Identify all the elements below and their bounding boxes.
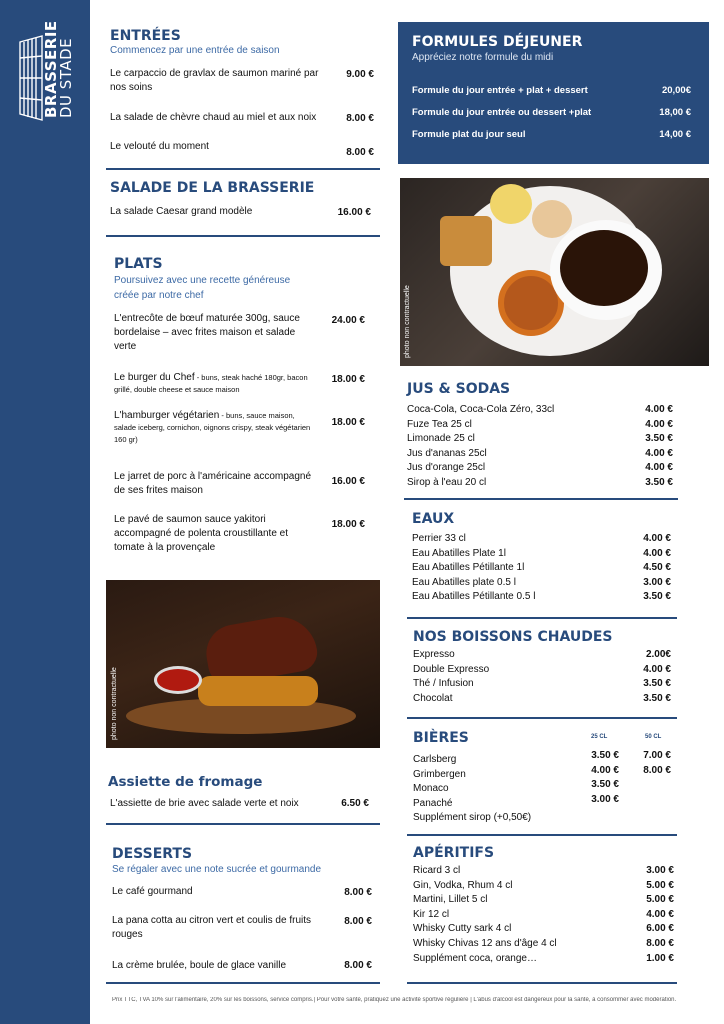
chaudes-item: Thé / Infusion: [413, 678, 474, 690]
bieres-col2: 50 CL: [645, 734, 662, 740]
desserts-title: DESSERTS: [112, 846, 193, 862]
desserts-subtitle: Se régaler avec une note sucrée et gourmande: [112, 864, 322, 875]
fromage-item: L'assiette de brie avec salade verte et noix: [110, 798, 299, 809]
entrees-price: 8.00 €: [346, 147, 374, 158]
jus-price: 4.00 €: [645, 462, 673, 474]
bieres-item: Carlsberg: [413, 754, 457, 765]
jus-item: Jus d'ananas 25cl: [407, 447, 487, 459]
chaudes-item: Chocolat: [413, 692, 453, 704]
plats-price: 18.00 €: [331, 519, 365, 530]
plats-item: Le jarret de porc à l'américaine accompagné de ses frites maison: [114, 471, 312, 496]
sidebar: [0, 0, 90, 1024]
formule-item: Formule du jour entrée + plat + dessert: [412, 85, 588, 96]
entrees-subtitle: Commencez par une entrée de saison: [110, 45, 280, 56]
formules-subtitle: Appréciez notre formule du midi: [412, 52, 554, 63]
jus-row: [407, 447, 673, 462]
salade-title: SALADE DE LA BRASSERIE: [110, 180, 315, 196]
jus-row: [407, 432, 673, 447]
potato-wedges: [198, 676, 318, 706]
plats-title: PLATS: [114, 256, 163, 272]
fromage-title: Assiette de fromage: [108, 774, 263, 790]
aperitifs-row: [413, 922, 674, 937]
jus-item: Fuze Tea 25 cl: [407, 418, 472, 430]
eaux-row: [412, 547, 671, 562]
plats-item: [114, 410, 314, 446]
jus-list: [407, 403, 673, 491]
aperitifs-row: [413, 908, 674, 923]
eaux-price: 4.00 €: [643, 547, 671, 559]
sauce-bowl: [154, 666, 202, 694]
eaux-item: Eau Abatilles Pétillante 1l: [412, 562, 525, 574]
entrees-item: Le velouté du moment: [110, 141, 209, 152]
divider: [106, 982, 380, 984]
eaux-row: [412, 576, 671, 591]
eaux-item: Eau Abatilles plate 0.5 l: [412, 576, 516, 588]
jus-item: Limonade 25 cl: [407, 433, 475, 445]
salade-price: 16.00 €: [337, 207, 371, 218]
bieres-row: [413, 807, 673, 822]
bieres-item: Monaco: [413, 783, 449, 795]
aperitifs-item: Whisky Chivas 12 ans d'âge 4 cl: [413, 937, 557, 949]
salade-item: La salade Caesar grand modèle: [110, 206, 253, 217]
ribs-photo: [106, 580, 380, 748]
divider: [106, 823, 380, 825]
bieres-col1: 25 CL: [591, 734, 608, 740]
eaux-row: [412, 590, 671, 605]
divider: [106, 235, 380, 237]
eaux-row: [412, 532, 671, 547]
footer-legal: Prix TTC, TVA 10% sur l'alimentaire, 20% sur les boissons, service compris.| Pour votre santé, pratiquez une activité sportive régulière | L'abus d'alcool est dangereux pour la santé, à consommer avec modération.: [112, 997, 677, 1003]
aperitifs-item: Ricard 3 cl: [413, 865, 461, 876]
divider: [407, 717, 677, 719]
aperitifs-list: [413, 864, 674, 966]
bieres-item: Supplément sirop (+0,50€): [413, 812, 532, 824]
desserts-price: 8.00 €: [344, 960, 372, 971]
eaux-row: [412, 561, 671, 576]
eaux-price: 3.00 €: [643, 576, 671, 588]
entrees-item: Le carpaccio de gravlax de saumon mariné par nos soins: [110, 68, 319, 93]
eaux-price: 4.50 €: [643, 562, 671, 574]
chaudes-price: 2.00€: [645, 649, 671, 660]
jus-row: [407, 403, 673, 418]
jus-item: Coca-Cola, Coca-Cola Zéro, 33cl: [407, 404, 555, 415]
aperitifs-price: 6.00 €: [646, 923, 674, 935]
chaudes-price: 3.50 €: [643, 678, 671, 690]
divider: [404, 498, 678, 500]
jus-price: 4.00 €: [645, 404, 673, 415]
aperitifs-price: 1.00 €: [646, 952, 674, 964]
chaudes-item: Double Expresso: [413, 663, 490, 675]
photo-note: photo non contractuelle: [111, 667, 118, 740]
aperitifs-price: 8.00 €: [646, 937, 674, 949]
fromage-price: 6.50 €: [341, 798, 369, 809]
chaudes-list: [413, 648, 671, 706]
plats-item-name: Le burger du Chef: [114, 372, 195, 383]
aperitifs-row: [413, 937, 674, 952]
jus-row: [407, 476, 673, 491]
plats-price: 24.00 €: [331, 315, 365, 326]
chaudes-row: [413, 692, 671, 707]
plats-item: [114, 372, 314, 396]
bieres-price-25: 4.00 €: [591, 764, 619, 776]
macaron: [490, 184, 532, 224]
plats-price: 16.00 €: [331, 476, 365, 487]
chaudes-price: 4.00 €: [643, 663, 671, 675]
aperitifs-item: Gin, Vodka, Rhum 4 cl: [413, 879, 513, 891]
chaudes-price: 3.50 €: [643, 692, 671, 704]
plats-price: 18.00 €: [331, 417, 365, 428]
eaux-item: Eau Abatilles Pétillante 0.5 l: [412, 591, 536, 603]
jus-price: 4.00 €: [645, 447, 673, 459]
formules-title: FORMULES DÉJEUNER: [412, 34, 583, 50]
plats-item-detail: - buns, steak haché 180gr, bacon grillé, double cheese et sauce maison: [114, 373, 308, 394]
desserts-item: La crème brulée, boule de glace vanille: [112, 960, 286, 971]
eaux-price: 4.00 €: [643, 533, 671, 544]
divider: [407, 834, 677, 836]
aperitifs-row: [413, 879, 674, 894]
plats-subtitle: Poursuivez avec une recette généreuse: [114, 275, 291, 286]
aperitifs-price: 3.00 €: [646, 865, 674, 876]
bieres-row: [413, 749, 673, 764]
formules-box: [398, 22, 709, 164]
bieres-price-25: 3.00 €: [591, 793, 619, 805]
waffle: [440, 216, 492, 266]
divider: [407, 617, 677, 619]
divider: [106, 168, 380, 170]
chaudes-item: Expresso: [413, 649, 455, 660]
bieres-price-50: 8.00 €: [643, 764, 671, 776]
aperitifs-title: APÉRITIFS: [413, 845, 495, 861]
bieres-list: [413, 749, 673, 822]
bieres-price-25: 3.50 €: [591, 779, 619, 791]
eaux-list: [412, 532, 671, 605]
aperitifs-item: Supplément coca, orange…: [413, 952, 537, 964]
aperitifs-row: [413, 864, 674, 879]
jus-title: JUS & SODAS: [407, 381, 511, 397]
jus-item: Sirop à l'eau 20 cl: [407, 476, 487, 488]
aperitifs-price: 5.00 €: [646, 879, 674, 891]
aperitifs-row: [413, 893, 674, 908]
plats-price: 18.00 €: [331, 374, 365, 385]
eaux-title: EAUX: [412, 511, 455, 527]
macaron: [532, 200, 572, 238]
formule-item: Formule plat du jour seul: [412, 129, 526, 140]
bieres-row: [413, 793, 673, 808]
desserts-item: Le café gourmand: [112, 886, 193, 897]
bieres-item: Panaché: [413, 797, 453, 809]
bieres-row: [413, 778, 673, 793]
plats-item-name: L'hamburger végétarien: [114, 410, 220, 421]
desserts-price: 8.00 €: [344, 887, 372, 898]
eaux-item: Eau Abatilles Plate 1l: [412, 547, 506, 559]
jus-row: [407, 418, 673, 433]
plats-item: Le pavé de saumon sauce yakitori accompagné de polenta croustillante et tomate à la provençale: [114, 514, 289, 553]
aperitifs-price: 4.00 €: [646, 908, 674, 920]
photo-note: photo non contractuelle: [404, 285, 411, 358]
aperitifs-item: Kir 12 cl: [413, 908, 450, 920]
aperitifs-item: Martini, Lillet 5 cl: [413, 894, 488, 906]
chaudes-row: [413, 663, 671, 678]
divider: [407, 982, 677, 984]
bieres-row: [413, 764, 673, 779]
aperitifs-price: 5.00 €: [646, 894, 674, 906]
plats-item: L'entrecôte de bœuf maturée 300g, sauce bordelaise – avec frites maison et salade verte: [114, 313, 300, 352]
brand-line2: DU STADE: [57, 37, 75, 118]
plats-item-detail: - buns, sauce maison, salade iceberg, cornichon, oignons crispy, steak végétarien 160 gr): [114, 411, 311, 444]
chaudes-title: NOS BOISSONS CHAUDES: [413, 629, 613, 645]
formule-item: Formule du jour entrée ou dessert +plat: [412, 107, 592, 118]
entrees-price: 9.00 €: [346, 69, 374, 80]
formule-price: 20,00€: [661, 85, 691, 96]
eaux-price: 3.50 €: [643, 591, 671, 603]
aperitifs-row: [413, 952, 674, 967]
jus-item: Jus d'orange 25cl: [407, 462, 486, 474]
brand-name: [44, 20, 74, 118]
jus-row: [407, 461, 673, 476]
bieres-price-25: 3.50 €: [591, 750, 619, 761]
chaudes-row: [413, 648, 671, 663]
chaudes-row: [413, 677, 671, 692]
dessert-photo: [400, 178, 709, 366]
eaux-item: Perrier 33 cl: [412, 533, 466, 544]
entrees-title: ENTRÉES: [110, 28, 181, 44]
brand-line1: BRASSERIE: [42, 20, 60, 118]
entrees-item: La salade de chèvre chaud au miel et aux noix: [110, 112, 317, 123]
formule-price: 18,00 €: [659, 107, 691, 118]
formule-price: 14,00 €: [659, 129, 691, 140]
entrees-price: 8.00 €: [346, 113, 374, 124]
bieres-price-50: 7.00 €: [643, 750, 671, 761]
aperitifs-item: Whisky Cutty sark 4 cl: [413, 923, 512, 935]
desserts-price: 8.00 €: [344, 916, 372, 927]
bieres-title: BIÈRES: [413, 730, 469, 746]
jus-price: 3.50 €: [645, 476, 673, 488]
bieres-item: Grimbergen: [413, 768, 466, 780]
jus-price: 4.00 €: [645, 418, 673, 430]
coffee: [560, 230, 648, 306]
desserts-item: La pana cotta au citron vert et coulis de fruits rouges: [112, 915, 311, 940]
jus-price: 3.50 €: [645, 433, 673, 445]
plats-subtitle: créée par notre chef: [114, 290, 204, 301]
